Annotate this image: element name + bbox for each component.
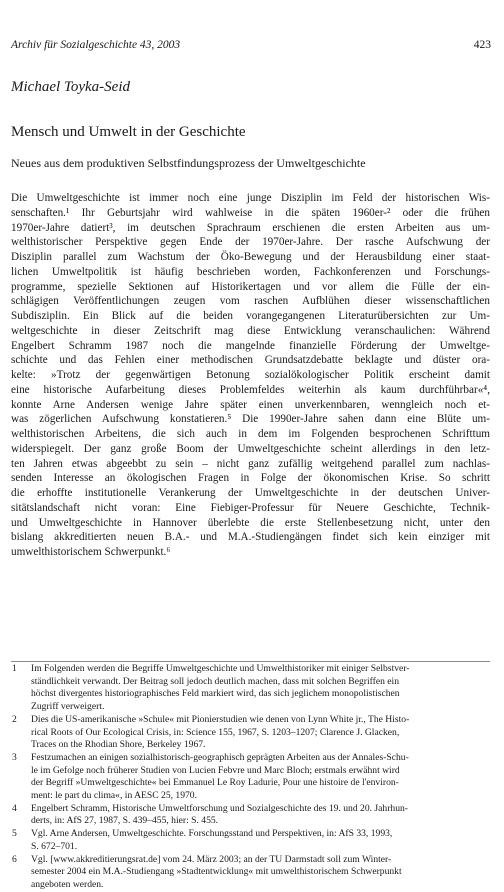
article-title: Mensch und Umwelt in der Geschichte — [11, 124, 246, 140]
body-line: Die Umweltgeschichte ist immer noch eine junge Disziplin im Feld der historischen Wis- — [11, 192, 490, 204]
footnote-line: Im Folgenden werden die Begriffe Umweltgeschichte und Umwelthistoriker mit einiger Selbstver- — [31, 663, 410, 674]
body-paragraph — [11, 191, 490, 560]
article-subtitle: Neues aus dem produktiven Selbstfindungsprozess der Umweltgeschichte — [11, 156, 366, 170]
body-line: welthistorischen Arbeitens, die sich auch in dem im Folgenden besprochenen Schrifttum — [11, 428, 490, 440]
footnote-line: der Begriff »Umweltgeschichte« bei Emmanuel Le Roy Ladurie, Pour une histoire de l'environ- — [31, 777, 399, 789]
footnote-number: 4 — [12, 802, 17, 814]
body-line: eine historische Aufarbeitung dieses Problemfeldes weiterhin als kaum durchführbar«⁴, — [11, 383, 490, 396]
body-line: ten Jahren etwas abgeebbt zu sein – nicht ganz zufällig weitgehend parallel zum nachlas- — [11, 457, 490, 470]
body-line: 1970er-Jahre datiert³, im deutschen Sprachraum erschienen die ersten Arbeiten aus um- — [11, 221, 490, 234]
body-line: lichen Umweltpolitik ist häufig beschrieben worden, Fachkonferenzen und Forschungs- — [11, 265, 490, 278]
page-number: 423 — [473, 39, 491, 51]
footnote-line: Traces on the Rhodian Shore, Berkeley 1967. — [31, 739, 206, 751]
running-head: Archiv für Sozialgeschichte 43, 2003 — [11, 39, 181, 51]
footnote-line: ment: le part du clima«, in AESC 25, 1970. — [31, 790, 198, 802]
footnote — [11, 752, 490, 803]
footnote-number: 3 — [12, 751, 17, 763]
footnote-line: le im Gefolge noch früherer Studien von Lucien Febvre und Marc Bloch; erstmals erwähnt wird — [31, 764, 400, 776]
footnote-line: ständlichkeit verwandt. Der Beitrag soll jedoch deutlich machen, dass mit solchen Begriffen ein — [31, 675, 400, 687]
body-line: kelte: »Trotz der gegenwärtigen Betonung sozialökologischer Politik erscheint damit — [11, 369, 490, 381]
footnote — [11, 828, 490, 853]
footnote-line: semester 2004 ein M.A.-Studiengang »Stadtentwicklung« mit umwelthistorischem Schwerpunkt — [31, 866, 402, 878]
body-line: welthistorischer Perspektive gegen Ende der 1970er-Jahre. Der rasche Aufschwung der — [11, 236, 490, 249]
footnotes-section — [11, 663, 490, 892]
body-line: senschaften.¹ Ihr Geburtsjahr wird wahlweise in die späten 1960er-² oder die frühen — [11, 206, 490, 219]
footnote-line: rical Roots of Our Ecological Crisis, in: Science 155, 1967, S. 1203–1207; Clarence J. Glacken, — [31, 726, 400, 738]
body-line: Subdisziplin. Ein Blick auf die beiden vorangegangenen Literaturübersichten zur Um- — [11, 310, 490, 322]
footnote-line: Zugriff verweigert. — [31, 701, 105, 713]
body-line: programme, spezielle Sektionen auf Historikertagen und vor allem die Fülle der ein- — [11, 280, 490, 293]
body-line: bislang akkreditierten neuen B.A.- und M.A.-Studiengängen findet sich kein einziger mit — [11, 531, 490, 544]
footnote-line: höchst divergentes historiographisches Feld markiert wird, das sich jeglichem monopolistischen — [31, 688, 400, 700]
body-line: weltgeschichte in dieser Zeitschrift mag diese Entwicklung veranschaulichen: Während — [11, 324, 490, 337]
footnote — [11, 854, 490, 892]
footnote-number: 2 — [12, 713, 17, 725]
body-line: was zögerlichen Aufschwung konstatieren.⁵ Die 1990er-Jahre sahen dann eine Blüte um- — [11, 413, 490, 426]
footnote-line: Festzumachen an einigen sozialhistorisch-geographisch geprägten Arbeiten aus der Annales-Schu- — [31, 751, 409, 763]
footnote-line: derts, in: AfS 27, 1987, S. 439–455, hier: S. 455. — [31, 815, 219, 827]
footnote-line: S. 672–701. — [31, 840, 78, 852]
body-line: schlägigen Veröffentlichungen zeugen vom raschen Aufblühen dieser wissenschaftlichen — [11, 295, 490, 308]
body-line: schichte und das Fehlen einer methodischen Grundsatzdebatte beklagte und düster ora- — [11, 354, 490, 367]
body-line: umwelthistorischem Schwerpunkt.⁶ — [11, 546, 171, 558]
body-line: die erhoffte institutionelle Verankerung der Umweltgeschichte in der deutschen Univer- — [11, 487, 490, 499]
body-line: Engelbert Schramm 1987 noch die mangelnde finanzielle Förderung der Umweltge- — [11, 339, 490, 352]
body-line: senden Interesse an ökologischen Fragen in Folge der ökonomischen Krise. So schritt — [11, 472, 490, 485]
footnote — [11, 803, 490, 828]
body-line: und Umweltgeschichte in Hannover überlebte die erste Stellenbesetzung nicht, unter den — [11, 516, 490, 529]
body-line: widerspiegelt. Der ganz große Boom der Umweltgeschichte scheint allerdings in den letz- — [11, 442, 490, 455]
body-line: sitätslandschaft nicht voran: Eine Fiebiger-Professur für Neuere Geschichte, Technik- — [11, 501, 490, 514]
footnote-line: Dies die US-amerikanische »Schule« mit Pionierstudien wie denen von Lynn White jr., The Histo- — [31, 713, 410, 725]
footnote-number: 1 — [12, 663, 17, 674]
footnote-number: 6 — [12, 853, 17, 865]
body-line: Disziplin parallel zum Wachstum der Öko-Bewegung und der Herausbildung einer staat- — [11, 251, 490, 263]
footnote-divider — [11, 661, 490, 662]
footnote — [11, 714, 490, 752]
footnote-line: Engelbert Schramm, Historische Umweltforschung und Sozialgeschichte des 19. und 20. Jahrhun- — [31, 802, 409, 814]
footnote-line: Vgl. Arne Andersen, Umweltgeschichte. Forschungsstand und Perspektiven, in: AfS 33, 1993, — [31, 828, 393, 840]
footnote — [11, 663, 490, 714]
footnote-line: angeboten werden. — [31, 878, 104, 890]
body-line: konnte Arne Andersen wenige Jahre später einen unverkennbaren, wenngleich noch et- — [11, 398, 490, 411]
article-author: Michael Toyka-Seid — [11, 79, 130, 95]
footnote-line: Vgl. [www.akkreditierungsrat.de] vom 24. März 2003; an der TU Darmstadt soll zum Winter- — [31, 853, 392, 865]
footnote-number: 5 — [12, 828, 17, 840]
